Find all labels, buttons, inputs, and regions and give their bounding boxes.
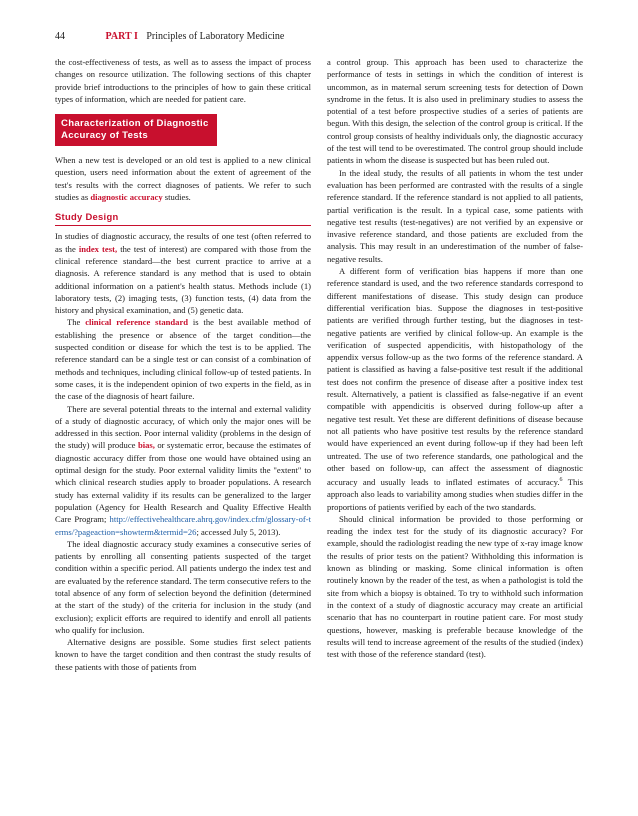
paragraph: a control group. This approach has been used to characterize the performance of tests in settings in which the condition of interest is uncommon, as in maternal serum screening tests for detection of Down syndrome in the fetus. It is also used in preliminary studies to assess the potential of a test before prospective studies of a series of patients are begun. With this design, the selection of the control group is critical. If the control group consists of healthy individuals only, the diagnostic accuracy of the test will tend to be overestimated. The control group should include patients in whom the disease is suspected but has been ruled out. [327,57,583,166]
section-heading-line2: Accuracy of Tests [61,130,149,142]
key-term: bias, [137,440,155,451]
paragraph: In the ideal study, the results of all patients in whom the test under evaluation has been performed are contrasted with the results of a single reference standard. If the reference standard is not applied to all patients, partial verification is the result. In a typical case, some patients with negative test results (test-negatives) are not verified by an expensive or invasive reference standard, and those patients are excluded from the analysis. This may result in an underestimation of the number of false-negative results. [327,167,583,264]
subsection-heading: Study Design [55,211,119,223]
key-term: diagnostic accuracy [90,192,163,203]
left-column [55,56,311,673]
citation-superscript: 6 [559,477,563,484]
intro-paragraph: the cost-effectiveness of tests, as well as to assess the impact of process changes on resource utilization. The following sections of this chapter provide brief introductions to the principles of how to gain these critical types of information, which are needed for patient care. [55,57,311,104]
key-term: clinical reference standard [85,317,189,328]
reference-link[interactable]: http://effectivehealthcare.ahrq.gov/index.cfm/glossary-of-terms/?pageaction=showterm&termid=26 [55,514,311,537]
part-title: Principles of Laboratory Medicine [146,31,285,42]
paragraph: The ideal diagnostic accuracy study examines a consecutive series of patients by enrolling all consenting patients suspected of the target condition within a specific period. All patients undergo the index test and are evaluated by the reference standard. The term consecutive refers to the total absence of any form of selection beyond the definition (determined at the start of the study) of the criteria for inclusion in the study (and exclusion); explicit efforts are required to identify and enroll all patients who qualify for inclusion. [55,538,311,635]
paragraph: When a new test is developed or an old test is applied to a new clinical question, users need information about the extent of agreement of the test's results with the correct diagnoses of patients. We refer to such studies as diagnostic accuracy studies. [55,155,311,203]
right-column [327,56,583,660]
paragraph: In studies of diagnostic accuracy, the results of one test (often referred to as the index test, the test of interest) are compared with those from the clinical reference standard—the best current practice to arrive at a diagnosis. A reference standard is any method that is used to obtain additional information on a patient's health status. Methods include (1) laboratory tests, (2) imaging tests, (3) function tests, (4) data from the history and physical examination, and (5) genetic data. [55,231,311,316]
paragraph: Should clinical information be provided to those performing or reading the index test for the study of its diagnostic accuracy? For example, should the radiologist reading the new type of x-ray image know the results of prior tests on the patient? Withholding this information is known as blinding or masking. Some clinical information is often routinely known by the reader of the test, as when a pathologist is told the site from which a biopsy is obtained. To try to withhold such information in the context of a study of diagnostic accuracy may create an artificial scenario that has no counterpart in routine patient care. For most study questions, however, masking is preferable because knowledge of the results will tend to increase agreement of the results of the studied (index) test with those of the reference standard (test). [327,513,583,660]
paragraph: A different form of verification bias happens if more than one reference standard is used, and the two reference standards correspond to different manifestations of disease. This study design can produce differential verification bias. Suppose the diagnoses in test-positive patients are verified through further testing, but the diagnoses in test-negative patients are verified by clinical follow-up. An example is the verification of suspected appendicitis, with histopathology of the appendix versus follow-up as the two forms of the reference standard. A patient is classified as having a false-positive test result if the additional test does not confirm the presence of disease after a positive index test result. Alternatively, a patient is classified as false-negative if an event compatible with appendicitis is observed during follow-up after a negative test result. Yet these are different definitions of disease because not all patients who have positive test results by the reference standard would have experienced an event during follow-up if they had been left untreated. The use of two reference standards, one pathological and the other based on follow-up, can affect the assessment of diagnostic accuracy and usually leads to inflated estimates of accuracy.$^6$ This approach also leads to variability among studies when studies differ in the proportions of patients verified by each of the two standards. [327,266,583,512]
part-label: PART I [105,31,138,42]
running-header [55,30,585,44]
paragraph: There are several potential threats to the internal and external validity of a study of diagnostic accuracy, of which only the major ones will be addressed in this section. Poor internal validity (problems in the design of the study) will produce bias, or systematic error, because the estimates of diagnostic accuracy differ from those one would have obtained using an optimal design for the study. Poor external validity limits the "extent" to which clinical research studies apply to broader populations. A research study has external validity if its results can be generalized to the larger population (Agency for Health Research and Quality Effective Health Care Program; http://effectivehealthcare.ahrq.gov/index.cfm/glossary-of-terms/?pageaction=showterm&termid=26; accessed July 5, 2013). [55,403,311,537]
key-term: index test, [78,243,118,254]
paragraph: The clinical reference standard is the best available method of establishing the presence or absence of the target condition—the suspected condition or disease for which the test is to be applied. The reference standard can be a single test or can consist of a combination of methods and techniques, including clinical follow-up of tested patients. In some cases, it is the independent opinion of two experts in the field, as in the case of the diagnosis of heart failure. [55,317,311,402]
paragraph: Alternative designs are possible. Some studies first select patients known to have the target condition and then contrast the study results of these patients with those of patients from [55,637,311,672]
section-heading-line1: Characterization of Diagnostic [61,118,209,130]
page-number: 44 [55,31,65,42]
subsection-rule [55,225,311,226]
section-heading [55,114,217,146]
